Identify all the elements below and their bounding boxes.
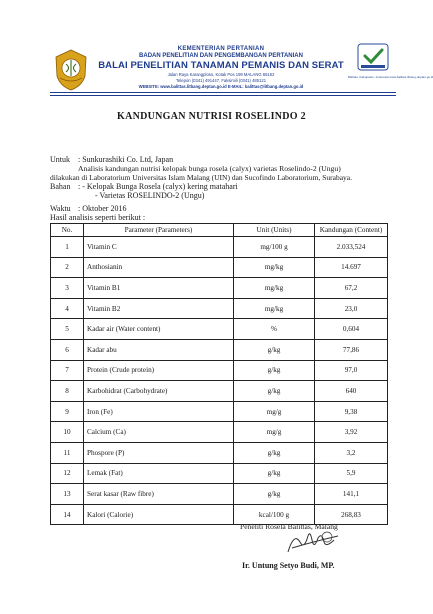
cell-content: 14.697	[315, 257, 388, 278]
document-title: KANDUNGAN NUTRISI ROSELINDO 2	[116, 111, 306, 122]
cell-unit: mg/kg	[234, 257, 315, 278]
cell-content: 0,604	[315, 319, 388, 340]
nutrition-table	[50, 223, 388, 525]
cell-param: Kalori (Calorie)	[84, 504, 234, 525]
letterhead-rule-thick	[50, 92, 396, 93]
certification-badge	[348, 42, 433, 90]
signature-title: Peneliti Rosela Balittas, Malang	[240, 522, 338, 531]
cell-no: 13	[51, 484, 84, 505]
cell-param: Phospore (P)	[84, 442, 234, 463]
cell-param: Kadar abu	[84, 339, 234, 360]
cell-unit: kcal/100 g	[234, 504, 315, 525]
cell-content: 3,92	[315, 422, 388, 443]
cell-unit: mg/kg	[234, 298, 315, 319]
letterhead-web: WEBSITE: www.balittas.litbang.deptan.go.id E-MAIL: balittas@litbang.deptan.go.id	[138, 84, 304, 89]
cell-content: 2.033,524	[315, 237, 388, 258]
cell-unit: mg/g	[234, 401, 315, 422]
table-row	[51, 257, 388, 278]
cell-unit: g/kg	[234, 484, 315, 505]
cell-content: 97,0	[315, 360, 388, 381]
letterhead-ministry: KEMENTERIAN PERTANIAN	[177, 46, 265, 52]
cell-no: 5	[51, 319, 84, 340]
cell-content: 9,38	[315, 401, 388, 422]
cell-content: 640	[315, 381, 388, 402]
cell-no: 12	[51, 463, 84, 484]
table-row	[51, 298, 388, 319]
handwritten-signature-icon	[282, 528, 342, 558]
cell-param: Vitamin B2	[84, 298, 234, 319]
cell-content: 5,9	[315, 463, 388, 484]
cell-no: 3	[51, 278, 84, 299]
table-row	[51, 442, 388, 463]
letterhead-address: Jalan Raya Karangploso, Kotak Pos 199 MALANG 65152	[167, 72, 275, 77]
header-parameter: Parameter (Parameters)	[84, 224, 234, 237]
cell-param: Iron (Fe)	[84, 401, 234, 422]
cell-unit: g/kg	[234, 381, 315, 402]
letterhead-agency: BADAN PENELITIAN DAN PENGEMBANGAN PERTANIAN	[139, 53, 303, 59]
header-no: No.	[51, 224, 84, 237]
for-label: Untuk	[50, 155, 70, 164]
cell-no: 14	[51, 504, 84, 525]
for-value: : Sunkurashiki Co. Ltd, Japan	[78, 155, 174, 164]
cell-no: 6	[51, 339, 84, 360]
cell-unit: mg/g	[234, 422, 315, 443]
header-content: Kandungan (Content)	[315, 224, 388, 237]
signature-name: Ir. Untung Setyo Budi, MP.	[242, 561, 335, 570]
cell-param: Vitamin C	[84, 237, 234, 258]
analysis-line-2: dilakukan di Laboratorium Universitas Islam Malang (UIN) dan Sucofindo Laboratorium, Surabaya.	[50, 173, 353, 182]
cell-no: 4	[51, 298, 84, 319]
cell-no: 2	[51, 257, 84, 278]
cell-param: Lemak (Fat)	[84, 463, 234, 484]
cell-no: 1	[51, 237, 84, 258]
cell-param: Vitamin B1	[84, 278, 234, 299]
cell-content: 3,2	[315, 442, 388, 463]
letterhead-rule-thin	[50, 95, 396, 96]
cell-content: 67,2	[315, 278, 388, 299]
cell-unit: mg/kg	[234, 278, 315, 299]
cell-unit: %	[234, 319, 315, 340]
table-row	[51, 422, 388, 443]
table-row	[51, 463, 388, 484]
table-row	[51, 484, 388, 505]
header-unit: Unit (Units)	[234, 224, 315, 237]
cell-unit: g/kg	[234, 463, 315, 484]
table-row	[51, 237, 388, 258]
table-row	[51, 401, 388, 422]
cell-no: 10	[51, 422, 84, 443]
letterhead-phone: Telepon (0341) 491447, Faksimili (0341) 485121	[175, 78, 267, 83]
cell-content: 77,86	[315, 339, 388, 360]
cell-no: 11	[51, 442, 84, 463]
table-row	[51, 360, 388, 381]
cell-no: 8	[51, 381, 84, 402]
cell-param: Kadar air (Water content)	[84, 319, 234, 340]
table-row	[51, 381, 388, 402]
cell-param: Anthosianin	[84, 257, 234, 278]
certification-badge-icon	[350, 42, 396, 76]
material-line-2: - Varietas ROSELINDO-2 (Ungu)	[95, 191, 205, 200]
table-row	[51, 339, 388, 360]
cell-unit: g/kg	[234, 360, 315, 381]
time-label: Waktu	[50, 204, 71, 213]
analysis-line-1: Analisis kandungan nutrisi kelopak bunga rosela (calyx) varietas Roselindo-2 (Ungu)	[78, 164, 341, 173]
cell-content: 23,0	[315, 298, 388, 319]
cell-unit: mg/100 g	[234, 237, 315, 258]
cell-param: Karbohidrat (Carbohydrate)	[84, 381, 234, 402]
certification-caption: Balittas, Kabupaten, Indonesia www.balittas.litbang.deptan.go.id	[348, 75, 433, 79]
material-line-1: : - Kelopak Bunga Rosela (calyx) kering matahari	[78, 182, 238, 191]
table-header-row	[51, 224, 388, 237]
letterhead-institute: BALAI PENELITIAN TANAMAN PEMANIS DAN SERAT	[98, 60, 344, 71]
cell-param: Calcium (Ca)	[84, 422, 234, 443]
table-row	[51, 278, 388, 299]
cell-no: 9	[51, 401, 84, 422]
results-heading: Hasil analisis seperti berikut :	[50, 213, 146, 222]
cell-unit: g/kg	[234, 339, 315, 360]
cell-content: 141,1	[315, 484, 388, 505]
material-label: Bahan	[50, 182, 71, 191]
cell-unit: g/kg	[234, 442, 315, 463]
time-value: : Oktober 2016	[78, 204, 127, 213]
cell-no: 7	[51, 360, 84, 381]
ministry-of-agriculture-emblem-icon	[52, 48, 90, 92]
cell-param: Protein (Crude protein)	[84, 360, 234, 381]
cell-content: 268,83	[315, 504, 388, 525]
table-row	[51, 319, 388, 340]
cell-param: Serat kasar (Raw fibre)	[84, 484, 234, 505]
